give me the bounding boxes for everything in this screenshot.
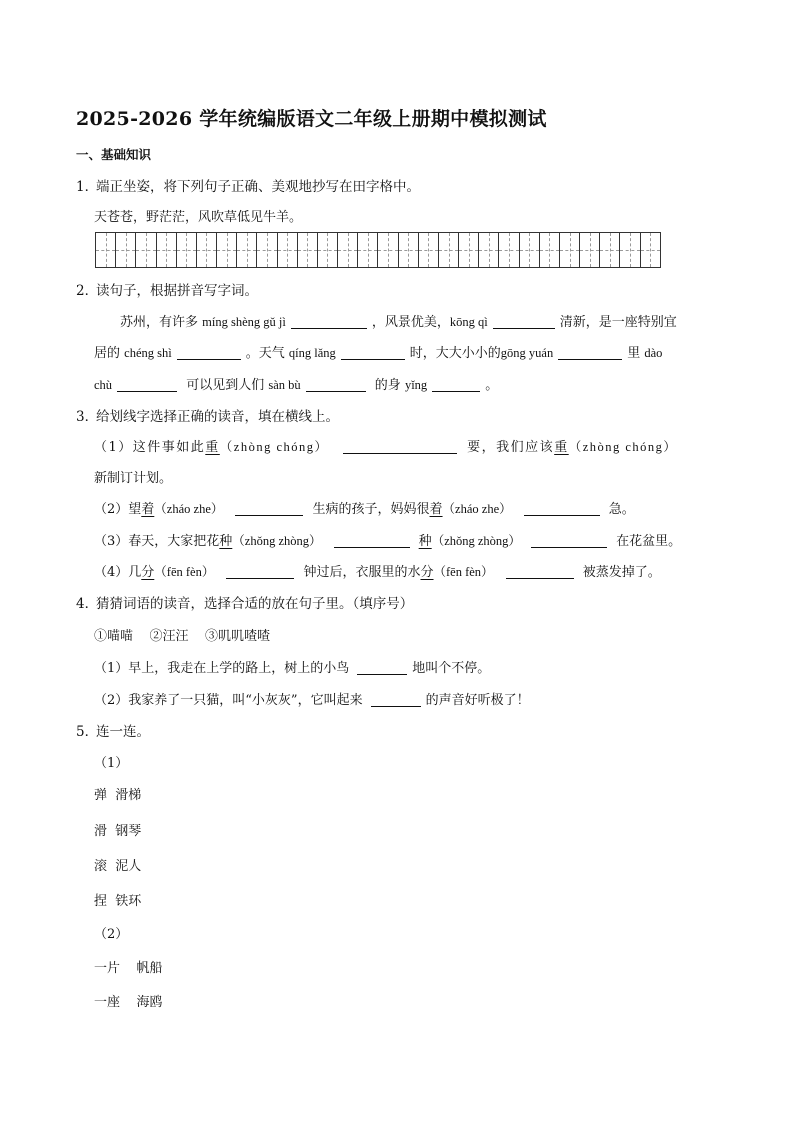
question-1-prompt: [76, 175, 420, 195]
tianzige-cell[interactable]: [641, 233, 660, 267]
answer-blank[interactable]: [291, 314, 367, 329]
tianzige-cell[interactable]: [338, 233, 358, 267]
pinyin: chéng shì: [124, 346, 172, 360]
pinyin-options: （zhǒng zhòng）: [431, 534, 521, 548]
pinyin: dào: [644, 346, 663, 360]
q2-text: 居的: [94, 346, 121, 361]
q4-text: 的声音好听极了！: [425, 693, 530, 708]
tianzige-cell[interactable]: [399, 233, 419, 267]
pinyin: gōng yuán: [500, 346, 554, 360]
tianzige-grid[interactable]: [95, 232, 661, 268]
answer-blank[interactable]: [235, 501, 303, 516]
pinyin-options: （fēn fèn）: [154, 565, 215, 579]
question-4-text: 猜猜词语的读音，选择合适的放在句子里。（填序号）: [96, 596, 414, 612]
q2-text: 苏州，有许多: [120, 315, 199, 330]
copy-sentence: 天苍苍，野茫茫，风吹草低见牛羊。: [94, 210, 303, 225]
question-2-number: 2．: [76, 283, 99, 299]
answer-blank[interactable]: [357, 660, 407, 675]
match-pair[interactable]: 滑 钢琴: [94, 824, 142, 839]
tianzige-cell[interactable]: [459, 233, 479, 267]
question-3-number: 3．: [76, 409, 99, 425]
tianzige-cell[interactable]: [499, 233, 519, 267]
answer-blank[interactable]: [432, 377, 480, 392]
q2-line-3: [94, 374, 498, 393]
tianzige-cell[interactable]: [479, 233, 499, 267]
tianzige-cell[interactable]: [116, 233, 136, 267]
q4-text: （1）早上，我走在上学的路上，树上的小鸟: [94, 661, 350, 676]
underlined-char: 重: [554, 440, 569, 455]
q3-text: （2）望: [94, 502, 142, 517]
match-pair[interactable]: 弹 滑梯: [94, 788, 142, 803]
q2-text: ，风景优美，: [371, 315, 450, 330]
q2-text: 可以见到人们: [186, 378, 265, 393]
q3-item-3: [94, 530, 681, 549]
pinyin: míng shèng gǔ jì: [202, 315, 286, 329]
q3-text: （1）这件事如此: [94, 440, 206, 455]
q3-text: 急。: [608, 502, 635, 517]
tianzige-cell[interactable]: [217, 233, 237, 267]
q2-text: 。天气: [245, 346, 285, 361]
question-3-prompt: [76, 405, 339, 425]
q3-item-2: [94, 498, 635, 517]
answer-blank[interactable]: [558, 345, 622, 360]
q5-part-2-label: （2）: [94, 927, 129, 942]
tianzige-cell[interactable]: [439, 233, 459, 267]
tianzige-cell[interactable]: [620, 233, 640, 267]
tianzige-cell[interactable]: [520, 233, 540, 267]
q3-item-1: [94, 436, 677, 455]
tianzige-cell[interactable]: [358, 233, 378, 267]
question-2-prompt: [76, 279, 258, 299]
q3-text: （4）几: [94, 565, 142, 580]
q2-text: 的身: [374, 378, 401, 393]
answer-blank[interactable]: [524, 501, 600, 516]
pinyin-options: （zháo zhe）: [154, 502, 224, 516]
question-5-text: 连一连。: [96, 724, 150, 740]
q2-line-2: [94, 342, 662, 361]
tianzige-cell[interactable]: [580, 233, 600, 267]
q4-options: ①喵喵 ②汪汪 ③叽叽喳喳: [94, 629, 271, 644]
q5-part-1-label: （1）: [94, 756, 129, 771]
pinyin-options: （zhòng chóng）: [568, 440, 678, 454]
q4-sentence-2: [94, 689, 530, 708]
answer-blank[interactable]: [306, 377, 366, 392]
answer-blank[interactable]: [117, 377, 177, 392]
answer-blank[interactable]: [371, 692, 421, 707]
tianzige-cell[interactable]: [157, 233, 177, 267]
underlined-char: 种: [219, 534, 233, 549]
q4-text: （2）我家养了一只猫，叫“小灰灰”，它叫起来: [94, 693, 363, 708]
q3-text: 在花盆里。: [616, 534, 682, 549]
pinyin: chù: [94, 378, 113, 392]
tianzige-cell[interactable]: [318, 233, 338, 267]
question-4-number: 4．: [76, 596, 99, 612]
question-2-text: 读句子，根据拼音写字词。: [96, 283, 258, 299]
answer-blank[interactable]: [334, 533, 410, 548]
tianzige-cell[interactable]: [560, 233, 580, 267]
match-pair[interactable]: 一座 海鸥: [94, 995, 163, 1010]
pinyin-options: （fēn fèn）: [433, 565, 494, 579]
question-4-prompt: [76, 592, 413, 612]
pinyin-options: （zháo zhe）: [442, 502, 512, 516]
pinyin: kōng qì: [449, 315, 488, 329]
answer-blank[interactable]: [177, 345, 241, 360]
underlined-char: 着: [429, 502, 443, 517]
tianzige-cell[interactable]: [278, 233, 298, 267]
answer-blank[interactable]: [343, 439, 457, 454]
q3-item-4: [94, 561, 661, 580]
underlined-char: 种: [418, 534, 432, 549]
tianzige-cell[interactable]: [237, 233, 257, 267]
tianzige-cell[interactable]: [419, 233, 439, 267]
match-pair[interactable]: 滚 泥人: [94, 859, 142, 874]
question-3-text: 给划线字选择正确的读音，填在横线上。: [96, 409, 339, 425]
question-1-number: 1．: [76, 179, 99, 195]
tianzige-cell[interactable]: [177, 233, 197, 267]
tianzige-cell[interactable]: [257, 233, 277, 267]
tianzige-cell[interactable]: [136, 233, 156, 267]
answer-blank[interactable]: [226, 564, 294, 579]
section-heading: 一、基础知识: [76, 147, 152, 162]
q4-sentence-1: [94, 657, 490, 676]
q2-text: 清新，是一座特别宜: [559, 315, 677, 330]
answer-blank[interactable]: [506, 564, 574, 579]
answer-blank[interactable]: [493, 314, 555, 329]
q2-text: 。: [485, 378, 499, 393]
page-title: 2025-2026 学年统编版语文二年级上册期中模拟测试: [76, 108, 547, 130]
tianzige-cell[interactable]: [298, 233, 318, 267]
pinyin: qíng lǎng: [288, 346, 336, 360]
tianzige-cell[interactable]: [378, 233, 398, 267]
tianzige-cell[interactable]: [600, 233, 620, 267]
q2-text: 里: [627, 346, 641, 361]
underlined-char: 重: [205, 440, 220, 455]
q3-text: 钟过后，衣服里的水: [303, 565, 421, 580]
q3-item-1-cont: 新制订计划。: [94, 471, 173, 486]
answer-blank[interactable]: [531, 533, 607, 548]
q3-text: （3）春天，大家把花: [94, 534, 220, 549]
underlined-char: 分: [420, 565, 434, 580]
underlined-char: 分: [141, 565, 155, 580]
match-pair[interactable]: 一片 帆船: [94, 961, 163, 976]
pinyin: yǐng: [404, 378, 428, 392]
q2-line-1: [120, 311, 677, 330]
underlined-char: 着: [141, 502, 155, 517]
question-5-prompt: [76, 720, 150, 740]
q2-text: 时，大大小小的: [409, 346, 501, 361]
pinyin-options: （zhǒng zhòng）: [232, 534, 322, 548]
match-pair[interactable]: 捏 铁环: [94, 894, 142, 909]
question-1-text: 端正坐姿，将下列句子正确、美观地抄写在田字格中。: [96, 179, 420, 195]
tianzige-cell[interactable]: [197, 233, 217, 267]
pinyin-options: （zhòng chóng）: [219, 440, 329, 454]
pinyin: sàn bù: [268, 378, 301, 392]
q3-text: 被蒸发掉了。: [582, 565, 661, 580]
question-5-number: 5．: [76, 724, 99, 740]
q3-text: 生病的孩子，妈妈很: [312, 502, 430, 517]
q3-text: 要，我们应该: [467, 440, 555, 455]
tianzige-cell[interactable]: [96, 233, 116, 267]
q4-text: 地叫个不停。: [412, 661, 491, 676]
tianzige-cell[interactable]: [540, 233, 560, 267]
answer-blank[interactable]: [341, 345, 405, 360]
